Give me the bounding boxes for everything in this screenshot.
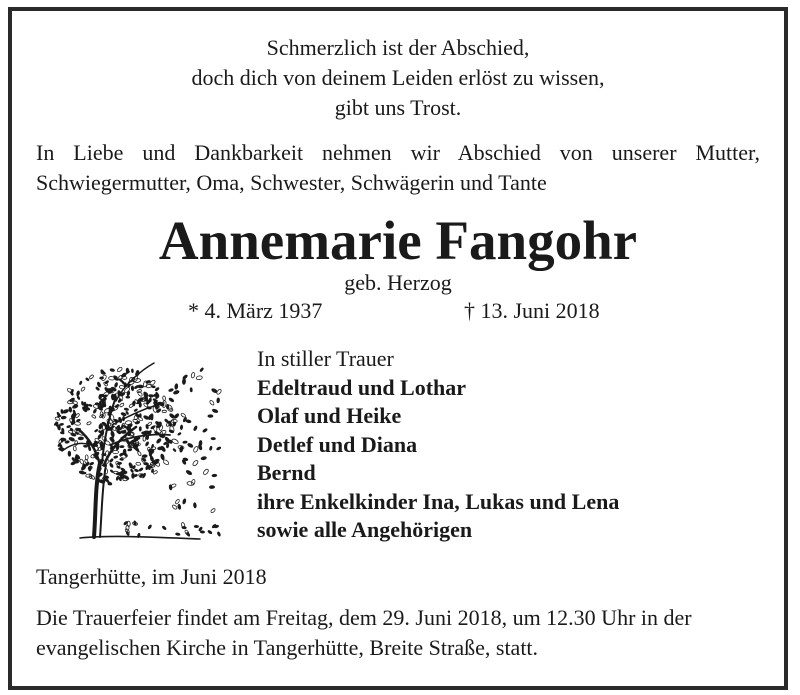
funeral-line-2: evangelischen Kirche in Tangerhütte, Breite Straße, statt.: [36, 635, 539, 660]
deceased-name: Annemarie Fangohr: [158, 210, 638, 271]
poem-line-1: Schmerzlich ist der Abschied,: [266, 35, 530, 60]
obituary-frame: [8, 7, 788, 690]
death-date: † 13. Juni 2018: [464, 298, 600, 323]
mourners-list: [257, 345, 619, 545]
birth-name: geb. Herzog: [344, 270, 452, 295]
mourner-1: Edeltraud und Lothar: [257, 374, 467, 400]
intro-line-2: Schwiegermutter, Oma, Schwester, Schwägerin und Tante: [36, 170, 547, 195]
mourner-4: Bernd: [257, 460, 316, 485]
birth-date: * 4. März 1937: [188, 298, 323, 323]
poem-line-3: gibt uns Trost.: [334, 95, 462, 120]
poem-line-2: doch dich von deinem Leiden erlöst zu wissen,: [191, 65, 605, 90]
mourner-3: Detlef und Diana: [257, 431, 418, 457]
poem: [12, 33, 784, 123]
place-date: Tangerhütte, im Juni 2018: [36, 564, 267, 589]
windblown-tree-icon: [50, 345, 230, 545]
mourner-6: sowie alle Angehörigen: [257, 517, 473, 542]
funeral-notice: [36, 603, 760, 663]
mourner-5: ihre Enkelkinder Ina, Lukas und Lena: [257, 488, 620, 514]
mourners-heading: In stiller Trauer: [257, 346, 394, 371]
intro-line-1: In Liebe und Dankbarkeit nehmen wir Abschied von unserer Mutter,: [36, 140, 760, 165]
mourner-2: Olaf und Heike: [257, 403, 402, 428]
intro-text: [36, 138, 760, 198]
funeral-line-1: Die Trauerfeier findet am Freitag, dem 29. Juni 2018, um 12.30 Uhr in der: [36, 605, 692, 630]
